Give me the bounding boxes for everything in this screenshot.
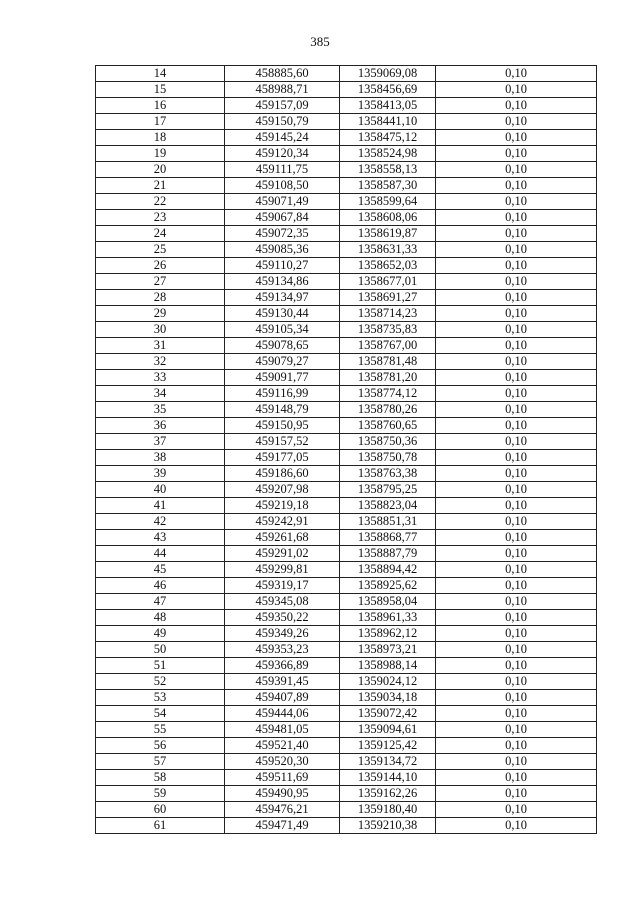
- y-coordinate-cell: 1358735,83: [340, 322, 436, 338]
- value-cell: 0,10: [436, 434, 597, 450]
- x-coordinate-cell: 459134,86: [225, 274, 340, 290]
- table-row: [96, 66, 597, 82]
- y-coordinate-cell: 1358456,69: [340, 82, 436, 98]
- table-row: [96, 594, 597, 610]
- value-cell: 0,10: [436, 402, 597, 418]
- y-coordinate-cell: 1359072,42: [340, 706, 436, 722]
- table-row: [96, 370, 597, 386]
- y-coordinate-cell: 1358851,31: [340, 514, 436, 530]
- table-row: [96, 162, 597, 178]
- x-coordinate-cell: 459091,77: [225, 370, 340, 386]
- table-body: [96, 66, 597, 834]
- table-row: [96, 754, 597, 770]
- y-coordinate-cell: 1358750,36: [340, 434, 436, 450]
- value-cell: 0,10: [436, 786, 597, 802]
- value-cell: 0,10: [436, 194, 597, 210]
- y-coordinate-cell: 1358631,33: [340, 242, 436, 258]
- x-coordinate-cell: 459110,27: [225, 258, 340, 274]
- y-coordinate-cell: 1359125,42: [340, 738, 436, 754]
- y-coordinate-cell: 1358781,20: [340, 370, 436, 386]
- y-coordinate-cell: 1358868,77: [340, 530, 436, 546]
- table-row: [96, 386, 597, 402]
- point-number-cell: 18: [96, 130, 225, 146]
- value-cell: 0,10: [436, 546, 597, 562]
- y-coordinate-cell: 1358750,78: [340, 450, 436, 466]
- value-cell: 0,10: [436, 658, 597, 674]
- y-coordinate-cell: 1358774,12: [340, 386, 436, 402]
- table-row: [96, 354, 597, 370]
- x-coordinate-cell: 459345,08: [225, 594, 340, 610]
- table-row: [96, 114, 597, 130]
- point-number-cell: 38: [96, 450, 225, 466]
- point-number-cell: 61: [96, 818, 225, 834]
- x-coordinate-cell: 459444,06: [225, 706, 340, 722]
- point-number-cell: 33: [96, 370, 225, 386]
- y-coordinate-cell: 1358677,01: [340, 274, 436, 290]
- x-coordinate-cell: 459148,79: [225, 402, 340, 418]
- value-cell: 0,10: [436, 258, 597, 274]
- table-row: [96, 82, 597, 98]
- x-coordinate-cell: 459366,89: [225, 658, 340, 674]
- x-coordinate-cell: 459079,27: [225, 354, 340, 370]
- point-number-cell: 30: [96, 322, 225, 338]
- point-number-cell: 54: [96, 706, 225, 722]
- x-coordinate-cell: 459071,49: [225, 194, 340, 210]
- value-cell: 0,10: [436, 642, 597, 658]
- table-row: [96, 578, 597, 594]
- coordinates-table: [95, 65, 597, 834]
- point-number-cell: 39: [96, 466, 225, 482]
- value-cell: 0,10: [436, 418, 597, 434]
- table-row: [96, 466, 597, 482]
- table-row: [96, 418, 597, 434]
- y-coordinate-cell: 1358795,25: [340, 482, 436, 498]
- x-coordinate-cell: 459150,79: [225, 114, 340, 130]
- point-number-cell: 53: [96, 690, 225, 706]
- value-cell: 0,10: [436, 754, 597, 770]
- y-coordinate-cell: 1358958,04: [340, 594, 436, 610]
- point-number-cell: 47: [96, 594, 225, 610]
- y-coordinate-cell: 1358760,65: [340, 418, 436, 434]
- table-row: [96, 498, 597, 514]
- table-row: [96, 450, 597, 466]
- y-coordinate-cell: 1358619,87: [340, 226, 436, 242]
- point-number-cell: 49: [96, 626, 225, 642]
- table-row: [96, 818, 597, 834]
- point-number-cell: 34: [96, 386, 225, 402]
- y-coordinate-cell: 1358599,64: [340, 194, 436, 210]
- y-coordinate-cell: 1359144,10: [340, 770, 436, 786]
- x-coordinate-cell: 459085,36: [225, 242, 340, 258]
- point-number-cell: 31: [96, 338, 225, 354]
- value-cell: 0,10: [436, 354, 597, 370]
- value-cell: 0,10: [436, 82, 597, 98]
- y-coordinate-cell: 1358780,26: [340, 402, 436, 418]
- value-cell: 0,10: [436, 706, 597, 722]
- table-row: [96, 290, 597, 306]
- table-row: [96, 626, 597, 642]
- table-row: [96, 98, 597, 114]
- value-cell: 0,10: [436, 562, 597, 578]
- point-number-cell: 26: [96, 258, 225, 274]
- point-number-cell: 32: [96, 354, 225, 370]
- value-cell: 0,10: [436, 130, 597, 146]
- y-coordinate-cell: 1358823,04: [340, 498, 436, 514]
- table-row: [96, 226, 597, 242]
- x-coordinate-cell: 459134,97: [225, 290, 340, 306]
- y-coordinate-cell: 1358973,21: [340, 642, 436, 658]
- y-coordinate-cell: 1358894,42: [340, 562, 436, 578]
- point-number-cell: 23: [96, 210, 225, 226]
- table-row: [96, 130, 597, 146]
- table-row: [96, 434, 597, 450]
- value-cell: 0,10: [436, 178, 597, 194]
- y-coordinate-cell: 1359069,08: [340, 66, 436, 82]
- value-cell: 0,10: [436, 114, 597, 130]
- x-coordinate-cell: 459150,95: [225, 418, 340, 434]
- y-coordinate-cell: 1358587,30: [340, 178, 436, 194]
- table-row: [96, 802, 597, 818]
- point-number-cell: 27: [96, 274, 225, 290]
- table-row: [96, 770, 597, 786]
- y-coordinate-cell: 1358441,10: [340, 114, 436, 130]
- point-number-cell: 58: [96, 770, 225, 786]
- y-coordinate-cell: 1358714,23: [340, 306, 436, 322]
- value-cell: 0,10: [436, 594, 597, 610]
- point-number-cell: 21: [96, 178, 225, 194]
- point-number-cell: 45: [96, 562, 225, 578]
- point-number-cell: 44: [96, 546, 225, 562]
- x-coordinate-cell: 459319,17: [225, 578, 340, 594]
- table-row: [96, 530, 597, 546]
- y-coordinate-cell: 1359024,12: [340, 674, 436, 690]
- table-row: [96, 402, 597, 418]
- x-coordinate-cell: 459349,26: [225, 626, 340, 642]
- y-coordinate-cell: 1359180,40: [340, 802, 436, 818]
- table-row: [96, 482, 597, 498]
- table-row: [96, 674, 597, 690]
- value-cell: 0,10: [436, 626, 597, 642]
- point-number-cell: 36: [96, 418, 225, 434]
- y-coordinate-cell: 1358524,98: [340, 146, 436, 162]
- x-coordinate-cell: 459072,35: [225, 226, 340, 242]
- table-row: [96, 258, 597, 274]
- x-coordinate-cell: 459353,23: [225, 642, 340, 658]
- x-coordinate-cell: 459520,30: [225, 754, 340, 770]
- table-row: [96, 274, 597, 290]
- x-coordinate-cell: 459130,44: [225, 306, 340, 322]
- value-cell: 0,10: [436, 306, 597, 322]
- page-number: 385: [310, 34, 330, 49]
- value-cell: 0,10: [436, 818, 597, 834]
- x-coordinate-cell: 459391,45: [225, 674, 340, 690]
- value-cell: 0,10: [436, 290, 597, 306]
- value-cell: 0,10: [436, 738, 597, 754]
- x-coordinate-cell: 459481,05: [225, 722, 340, 738]
- y-coordinate-cell: 1358988,14: [340, 658, 436, 674]
- y-coordinate-cell: 1359034,18: [340, 690, 436, 706]
- value-cell: 0,10: [436, 610, 597, 626]
- value-cell: 0,10: [436, 274, 597, 290]
- point-number-cell: 14: [96, 66, 225, 82]
- point-number-cell: 15: [96, 82, 225, 98]
- point-number-cell: 40: [96, 482, 225, 498]
- value-cell: 0,10: [436, 370, 597, 386]
- x-coordinate-cell: 459299,81: [225, 562, 340, 578]
- x-coordinate-cell: 458885,60: [225, 66, 340, 82]
- table-row: [96, 706, 597, 722]
- y-coordinate-cell: 1359094,61: [340, 722, 436, 738]
- point-number-cell: 22: [96, 194, 225, 210]
- x-coordinate-cell: 458988,71: [225, 82, 340, 98]
- value-cell: 0,10: [436, 482, 597, 498]
- y-coordinate-cell: 1358925,62: [340, 578, 436, 594]
- y-coordinate-cell: 1359134,72: [340, 754, 436, 770]
- table-row: [96, 738, 597, 754]
- point-number-cell: 52: [96, 674, 225, 690]
- value-cell: 0,10: [436, 530, 597, 546]
- value-cell: 0,10: [436, 210, 597, 226]
- table-row: [96, 690, 597, 706]
- y-coordinate-cell: 1358763,38: [340, 466, 436, 482]
- table-row: [96, 562, 597, 578]
- x-coordinate-cell: 459261,68: [225, 530, 340, 546]
- value-cell: 0,10: [436, 674, 597, 690]
- point-number-cell: 55: [96, 722, 225, 738]
- table-row: [96, 178, 597, 194]
- value-cell: 0,10: [436, 226, 597, 242]
- y-coordinate-cell: 1358961,33: [340, 610, 436, 626]
- y-coordinate-cell: 1358652,03: [340, 258, 436, 274]
- point-number-cell: 17: [96, 114, 225, 130]
- y-coordinate-cell: 1359210,38: [340, 818, 436, 834]
- x-coordinate-cell: 459207,98: [225, 482, 340, 498]
- x-coordinate-cell: 459116,99: [225, 386, 340, 402]
- y-coordinate-cell: 1358608,06: [340, 210, 436, 226]
- point-number-cell: 35: [96, 402, 225, 418]
- table-row: [96, 146, 597, 162]
- y-coordinate-cell: 1358962,12: [340, 626, 436, 642]
- x-coordinate-cell: 459105,34: [225, 322, 340, 338]
- x-coordinate-cell: 459521,40: [225, 738, 340, 754]
- value-cell: 0,10: [436, 98, 597, 114]
- point-number-cell: 42: [96, 514, 225, 530]
- x-coordinate-cell: 459350,22: [225, 610, 340, 626]
- point-number-cell: 19: [96, 146, 225, 162]
- x-coordinate-cell: 459067,84: [225, 210, 340, 226]
- value-cell: 0,10: [436, 162, 597, 178]
- value-cell: 0,10: [436, 450, 597, 466]
- x-coordinate-cell: 459177,05: [225, 450, 340, 466]
- table-row: [96, 642, 597, 658]
- point-number-cell: 60: [96, 802, 225, 818]
- value-cell: 0,10: [436, 578, 597, 594]
- table-row: [96, 242, 597, 258]
- x-coordinate-cell: 459407,89: [225, 690, 340, 706]
- point-number-cell: 25: [96, 242, 225, 258]
- x-coordinate-cell: 459471,49: [225, 818, 340, 834]
- table-row: [96, 306, 597, 322]
- y-coordinate-cell: 1358413,05: [340, 98, 436, 114]
- table-row: [96, 658, 597, 674]
- point-number-cell: 41: [96, 498, 225, 514]
- table-row: [96, 610, 597, 626]
- point-number-cell: 59: [96, 786, 225, 802]
- point-number-cell: 16: [96, 98, 225, 114]
- value-cell: 0,10: [436, 146, 597, 162]
- y-coordinate-cell: 1358558,13: [340, 162, 436, 178]
- value-cell: 0,10: [436, 386, 597, 402]
- value-cell: 0,10: [436, 66, 597, 82]
- x-coordinate-cell: 459108,50: [225, 178, 340, 194]
- x-coordinate-cell: 459120,34: [225, 146, 340, 162]
- point-number-cell: 28: [96, 290, 225, 306]
- table-row: [96, 322, 597, 338]
- value-cell: 0,10: [436, 466, 597, 482]
- x-coordinate-cell: 459242,91: [225, 514, 340, 530]
- point-number-cell: 50: [96, 642, 225, 658]
- point-number-cell: 51: [96, 658, 225, 674]
- point-number-cell: 46: [96, 578, 225, 594]
- value-cell: 0,10: [436, 338, 597, 354]
- x-coordinate-cell: 459186,60: [225, 466, 340, 482]
- value-cell: 0,10: [436, 690, 597, 706]
- y-coordinate-cell: 1358691,27: [340, 290, 436, 306]
- table-row: [96, 722, 597, 738]
- y-coordinate-cell: 1358767,00: [340, 338, 436, 354]
- point-number-cell: 56: [96, 738, 225, 754]
- table-row: [96, 210, 597, 226]
- table-row: [96, 786, 597, 802]
- point-number-cell: 43: [96, 530, 225, 546]
- point-number-cell: 37: [96, 434, 225, 450]
- value-cell: 0,10: [436, 802, 597, 818]
- x-coordinate-cell: 459219,18: [225, 498, 340, 514]
- point-number-cell: 20: [96, 162, 225, 178]
- point-number-cell: 48: [96, 610, 225, 626]
- x-coordinate-cell: 459078,65: [225, 338, 340, 354]
- x-coordinate-cell: 459157,09: [225, 98, 340, 114]
- table-row: [96, 514, 597, 530]
- point-number-cell: 24: [96, 226, 225, 242]
- point-number-cell: 57: [96, 754, 225, 770]
- point-number-cell: 29: [96, 306, 225, 322]
- value-cell: 0,10: [436, 770, 597, 786]
- x-coordinate-cell: 459476,21: [225, 802, 340, 818]
- value-cell: 0,10: [436, 242, 597, 258]
- x-coordinate-cell: 459490,95: [225, 786, 340, 802]
- y-coordinate-cell: 1358781,48: [340, 354, 436, 370]
- x-coordinate-cell: 459511,69: [225, 770, 340, 786]
- table-row: [96, 546, 597, 562]
- y-coordinate-cell: 1359162,26: [340, 786, 436, 802]
- value-cell: 0,10: [436, 498, 597, 514]
- x-coordinate-cell: 459291,02: [225, 546, 340, 562]
- y-coordinate-cell: 1358887,79: [340, 546, 436, 562]
- table-row: [96, 338, 597, 354]
- x-coordinate-cell: 459157,52: [225, 434, 340, 450]
- x-coordinate-cell: 459111,75: [225, 162, 340, 178]
- table-row: [96, 194, 597, 210]
- value-cell: 0,10: [436, 722, 597, 738]
- y-coordinate-cell: 1358475,12: [340, 130, 436, 146]
- value-cell: 0,10: [436, 514, 597, 530]
- x-coordinate-cell: 459145,24: [225, 130, 340, 146]
- value-cell: 0,10: [436, 322, 597, 338]
